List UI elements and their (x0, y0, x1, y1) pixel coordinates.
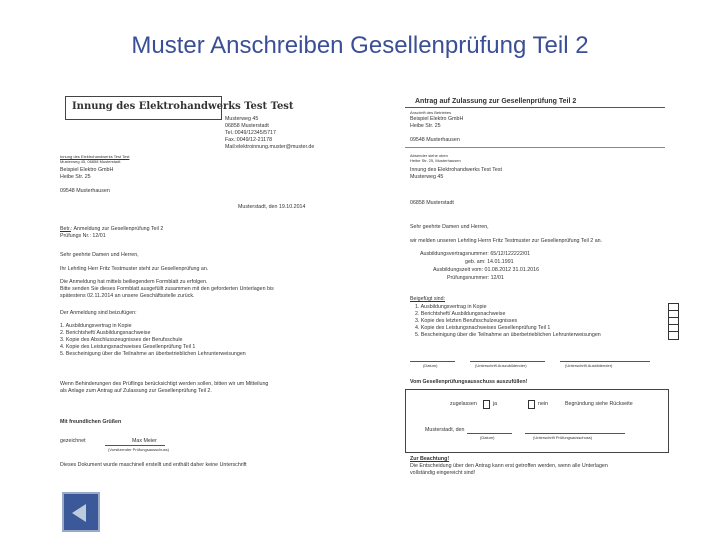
application-form (405, 96, 665, 486)
attachment-item: 2. Berichtsheft/ Ausbildungsnachweise (60, 330, 151, 336)
field-contract-number: Ausbildungsvertragsnummer: 65/12/122222/01 (420, 251, 531, 257)
address-line-1: Musterweg 45 (225, 116, 259, 122)
committee-heading: Vom Gesellenprüfungsausschuss auszufüllen! (410, 379, 528, 385)
applicant-line-2: Heibe Str. 25 (410, 123, 441, 129)
slide-title: Muster Anschreiben Gesellenprüfung Teil 2 (131, 32, 589, 59)
committee-sign-label: (Unterschrift Prüfungsausschuss) (533, 435, 593, 440)
sign-label-trainee: (Unterschrift Auszubildender) (475, 363, 527, 368)
signed-role: (Vorsitzender Prüfungsausschuss) (108, 447, 169, 452)
applicant-line-4: 09548 Musterhausen (410, 137, 460, 143)
sign-label-date: (Datum) (423, 363, 438, 368)
sender-small-1: Absender siehe oben (410, 153, 448, 158)
body-text-2a: Die Anmeldung hat mittels beiliegendem Formblatt zu erfolgen. (60, 279, 208, 285)
committee-sign-line (525, 433, 625, 434)
attachment-item: 4. Kopie des Leistungsnachweises Gesellenprüfung Teil 1 (60, 344, 196, 350)
attachment-item: 1. Ausbildungsvertrag in Kopie (60, 323, 132, 329)
form-salutation: Sehr geehrte Damen und Herren, (410, 224, 489, 230)
attachments-intro: Der Anmeldung sind beizufügen: (60, 310, 137, 316)
salutation: Sehr geehrte Damen und Herren, (60, 252, 139, 258)
form-recipient-2: Musterweg 45 (410, 174, 444, 180)
admitted-label: zugelassen (450, 401, 477, 407)
regards: Mit freundlichen Grüßen (60, 419, 122, 425)
recipient-line-2: Heibe Str. 25 (60, 174, 91, 180)
admitted-yes: ja (493, 401, 498, 407)
closing-text-1: Wenn Behinderungen des Prüflings berücksichtigt werden sollen, bitten wir um Mitteilung (60, 381, 269, 387)
signature-line (105, 445, 165, 446)
committee-box (405, 389, 669, 453)
exam-number: Prüfungs Nr.: 12/01 (60, 233, 106, 239)
divider (405, 147, 665, 148)
enclosures-label: Beigefügt sind: (410, 296, 446, 302)
sign-label-trainer: (Unterschrift Ausbildender) (565, 363, 613, 368)
admitted-no-checkbox[interactable] (528, 400, 535, 409)
enclosure-checkbox[interactable] (668, 331, 679, 340)
signed-label: gezeichnet (60, 438, 86, 444)
subject: : Anmeldung zur Gesellenprüfung Teil 2 (70, 226, 164, 232)
field-birthdate: geb. am: 14.01.1991 (465, 259, 514, 265)
date-line: Musterstadt, den 19.10.2014 (238, 204, 306, 210)
letterhead: Innung des Elektrohandwerks Test Test (72, 101, 294, 112)
body-text-2b: Bitte senden Sie dieses Formblatt ausgefüllt zusammen mit den geforderten Unterlagen bis (60, 286, 274, 292)
enclosure-item: 3. Kopie des letzten Berufsschulzeugnisses (415, 318, 518, 324)
address-line-4: Fax.:0049/12-21178 (225, 137, 273, 143)
committee-date-line (467, 433, 512, 434)
back-button[interactable] (62, 492, 100, 532)
enclosure-item: 1. Ausbildungsvertrag in Kopie (415, 304, 487, 310)
applicant-label: Anschrift des Betriebes (410, 110, 452, 115)
field-training-period: Ausbildungszeit vom: 01.08.2012 31.01.2016 (433, 267, 540, 273)
applicant-line-1: Beispiel Elektro GmbH (410, 116, 464, 122)
address-line-5: Mail:elektroinnung.muster@muster.de (225, 144, 315, 150)
reason-note: Begründung siehe Rückseite (565, 401, 633, 407)
recipient-line-1: Beispiel Elektro GmbH (60, 167, 114, 173)
form-body: wir melden unseren Lehrling Herrn Fritz Testmuster zur Gesellenprüfung Teil 2 an. (410, 238, 603, 244)
sender-line-2: Musterweg 45, 06858 Musterstadt (60, 159, 121, 164)
field-exam-number: Prüfungsnummer: 12/01 (447, 275, 504, 281)
enclosure-item: 2. Berichtsheft/ Ausbildungsnachweise (415, 311, 506, 317)
address-line-2: 06858 Musterstadt (225, 123, 269, 129)
form-recipient-1: Innung des Elektrohandwerks Test Test (410, 167, 502, 173)
sign-line-date (410, 361, 455, 362)
note-line-1: Die Entscheidung über den Antrag kann erst getroffen werden, wenn alle Unterlagen (410, 463, 608, 469)
address-line-3: Tel.:0049/12345/5717 (225, 130, 276, 136)
title-rule (405, 107, 665, 108)
form-title: Antrag auf Zulassung zur Gesellenprüfung Teil 2 (415, 98, 577, 105)
admitted-no: nein (538, 401, 549, 407)
recipient-line-4: 09548 Musterhausen (60, 188, 110, 194)
enclosure-item: 5. Bescheinigung über die Teilnahme an überbetrieblichen Lehrunterweisungen (415, 332, 601, 338)
subject-label: Betr. (60, 226, 71, 232)
place-date-label: Musterstadt, den (425, 427, 465, 433)
attachment-item: 5. Bescheinigung über die Teilnahme an überbetrieblichen Lehrunterweisungen (60, 351, 246, 357)
body-text-1: Ihr Lehrling Herr Fritz Testmuster steht zur Gesellenprüfung an. (60, 266, 209, 272)
back-arrow-icon (72, 504, 86, 522)
letter-document (60, 96, 330, 476)
attachment-item: 3. Kopie des Abschlusszeugnisses der Berufsschule (60, 337, 183, 343)
admitted-yes-checkbox[interactable] (483, 400, 490, 409)
closing-text-2: als Anlage zum Antrag auf Zulassung zur Gesellenprüfung Teil 2. (60, 388, 212, 394)
note-heading: Zur Beachtung! (410, 456, 450, 462)
committee-date-label: (Datum) (480, 435, 495, 440)
sign-line-trainer (560, 361, 650, 362)
sign-line-trainee (470, 361, 545, 362)
sender-line-1: Innung des Elektrohandwerks Test Test (60, 154, 130, 159)
form-recipient-4: 06858 Musterstadt (410, 200, 454, 206)
signed-name: Max Meier (132, 438, 157, 444)
enclosure-item: 4. Kopie des Leistungsnachweises Gesellenprüfung Teil 1 (415, 325, 551, 331)
footer-note: Dieses Dokument wurde maschinell erstellt und enthält daher keine Unterschrift (60, 462, 247, 468)
sender-small-2: Heibe Str. 25, Musterhausen (410, 158, 461, 163)
note-line-2: vollständig eingereicht sind! (410, 470, 476, 476)
body-text-2c: spätestens 02.11.2014 an unsere Geschäftsstelle zurück. (60, 293, 195, 299)
